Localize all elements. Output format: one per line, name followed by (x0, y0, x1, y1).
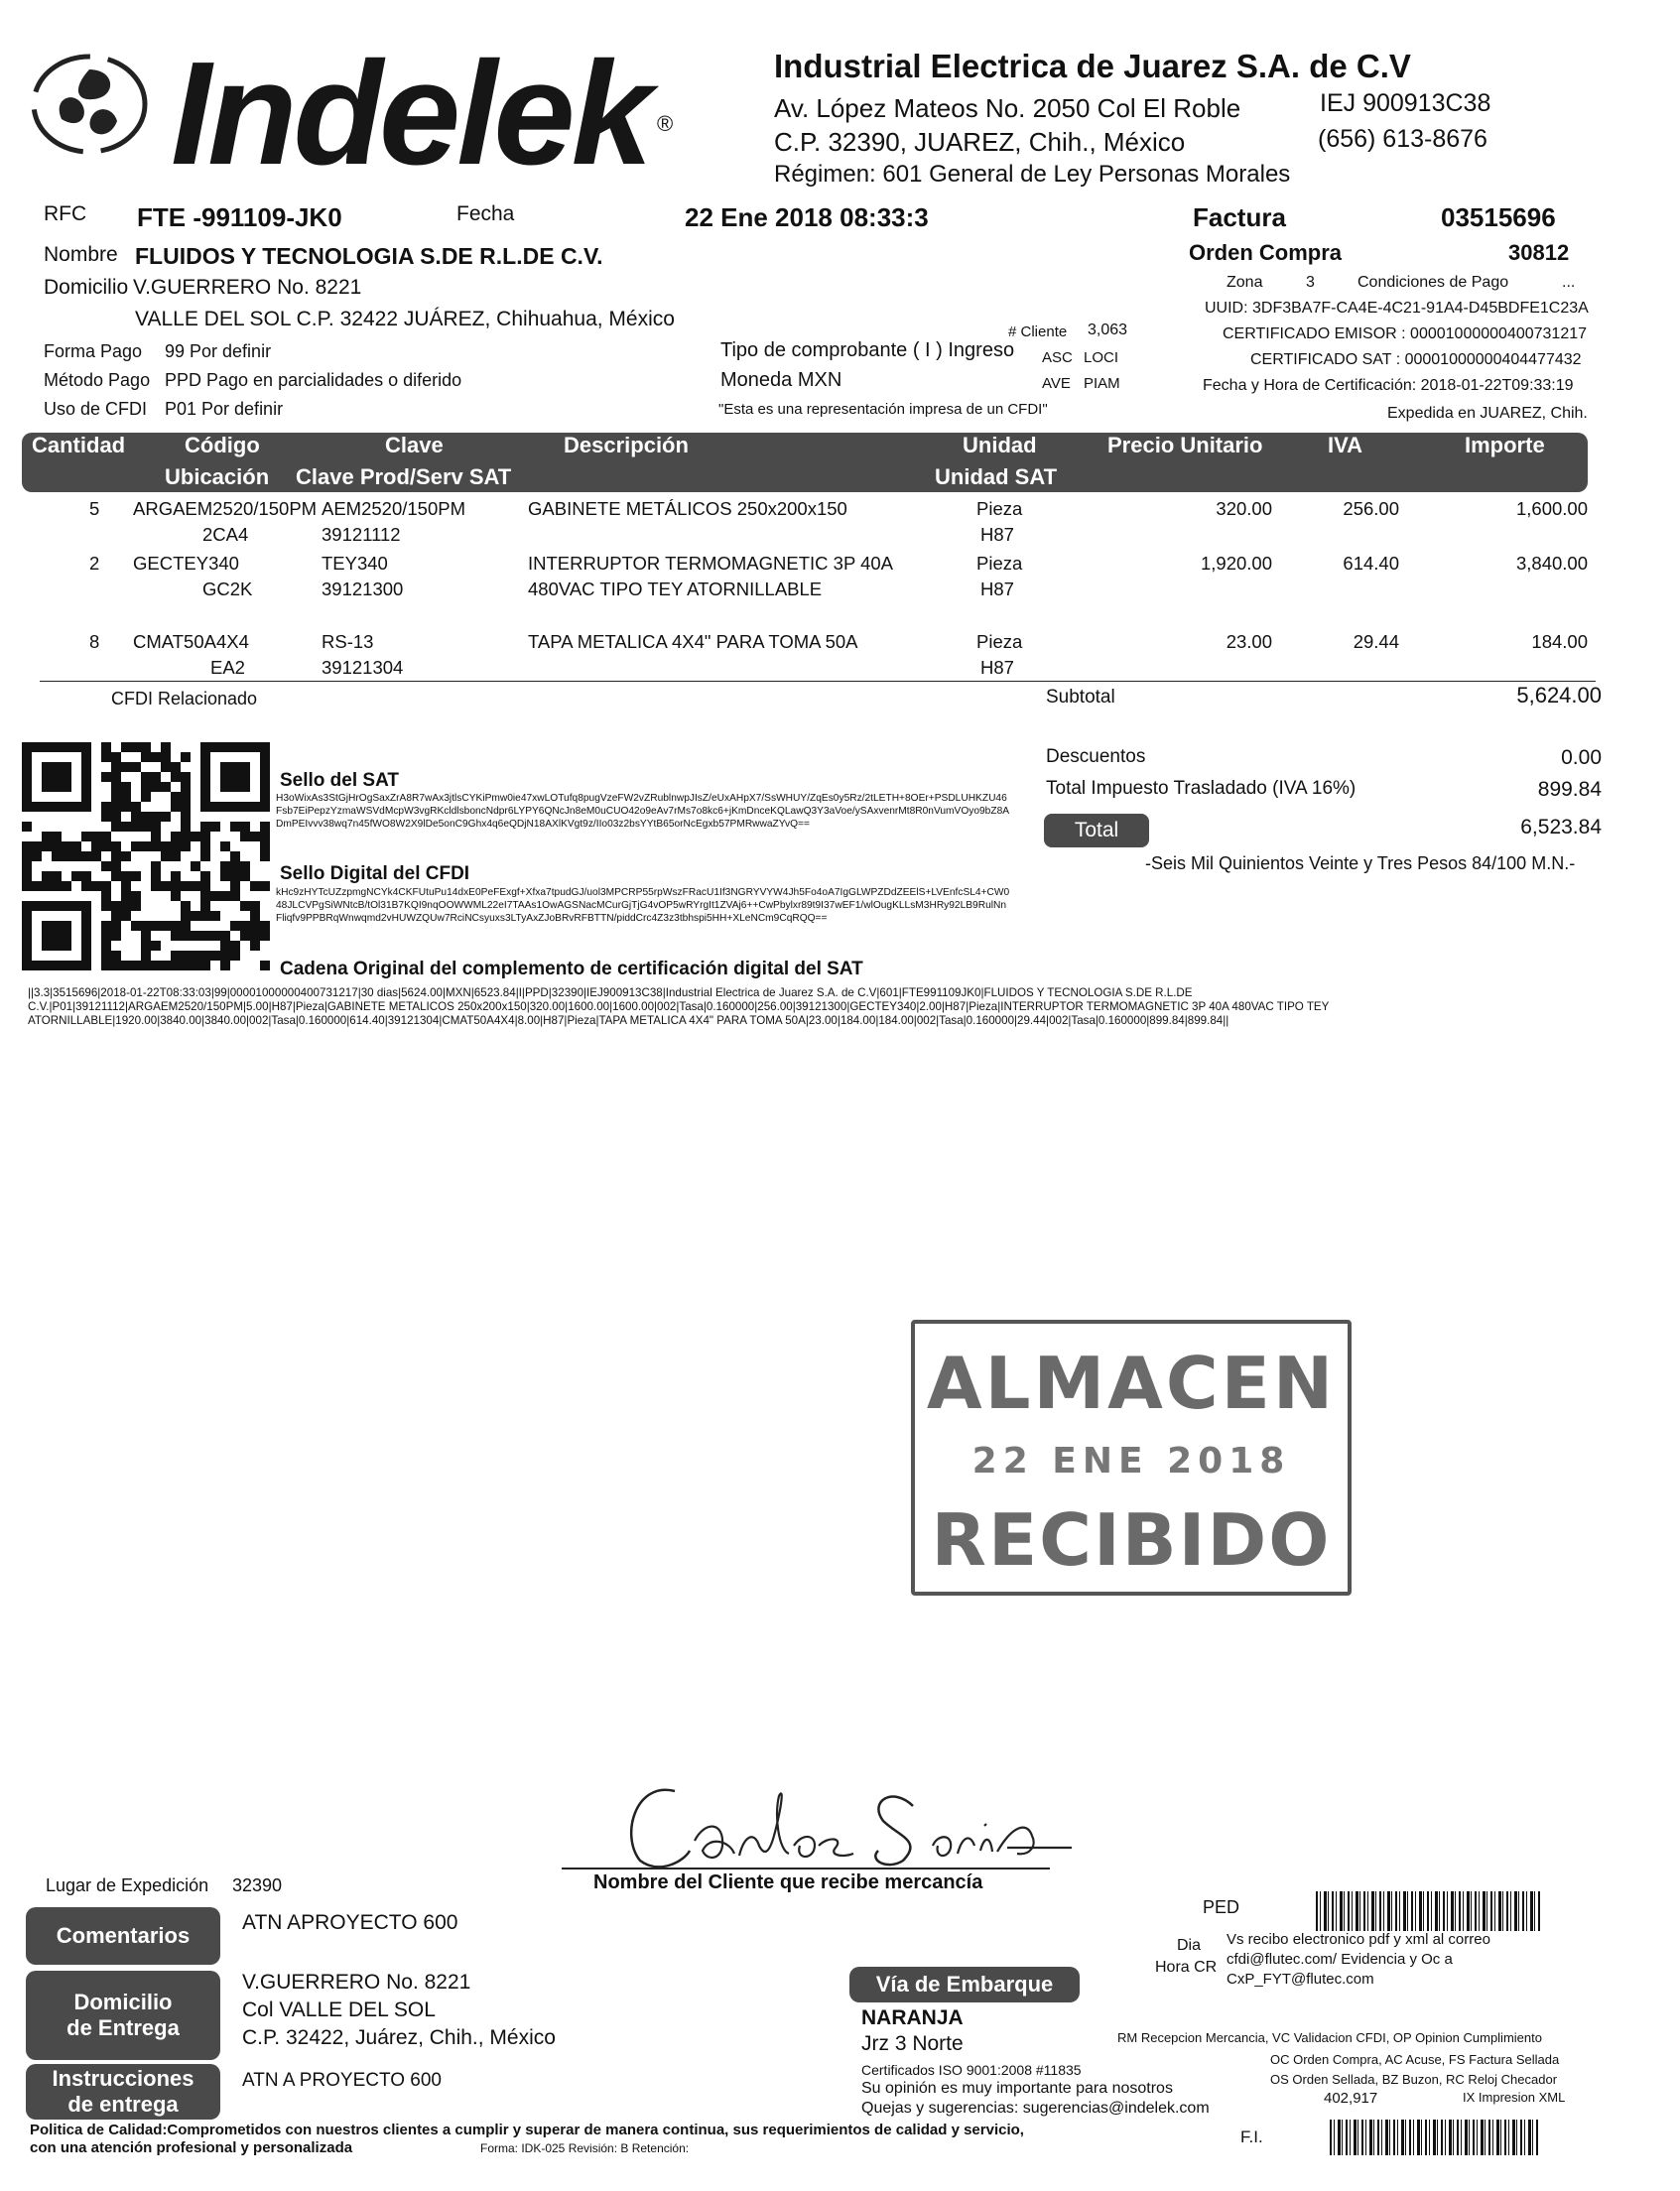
row3-descripcion: TAPA METALICA 4X4" PARA TOMA 50A (528, 631, 858, 652)
via-embarque-value: NARANJA (861, 2006, 964, 2029)
col-precio: Precio Unitario (1107, 433, 1263, 457)
domicilio-entrega-label-line1: Domicilio (73, 1990, 173, 2014)
via-embarque-city: Jrz 3 Norte (861, 2032, 964, 2055)
recibo-line1: Vs recibo electronico pdf y xml al correo (1227, 1931, 1490, 1948)
row2-descripcion-2: 480VAC TIPO TEY ATORNILLABLE (528, 579, 823, 599)
rfc-label: RFC (44, 202, 87, 225)
row2-clave-sat: 39121300 (322, 579, 404, 599)
tipo-comprobante: Tipo de comprobante ( I ) Ingreso (720, 339, 1015, 361)
condiciones-value: ... (1562, 274, 1576, 291)
row3-iva: 29.44 (1353, 631, 1399, 652)
subtotal-value: 5,624.00 (1516, 683, 1602, 708)
row1-precio: 320.00 (1216, 498, 1272, 519)
fan-logo-icon (22, 40, 161, 169)
condiciones-label: Condiciones de Pago (1357, 274, 1509, 291)
cliente-value: 3,063 (1088, 322, 1128, 338)
certificado-emisor: CERTIFICADO EMISOR : 00001000000400731217 (1223, 325, 1588, 342)
instrucciones-value: ATN A PROYECTO 600 (242, 2070, 442, 2091)
moneda: Moneda MXN (720, 369, 842, 391)
domicilio-value: V.GUERRERO No. 8221 (133, 276, 362, 299)
impuesto-value: 899.84 (1537, 778, 1602, 801)
asc-value: LOCI (1084, 349, 1119, 366)
col-ubicacion: Ubicación (165, 464, 270, 489)
row1-descripcion: GABINETE METÁLICOS 250x200x150 (528, 498, 847, 519)
sello-sat-label: Sello del SAT (280, 770, 400, 791)
table-header (22, 433, 1588, 492)
row2-unidad-sat: H87 (980, 579, 1014, 599)
lugar-expedicion-value: 32390 (232, 1875, 283, 1895)
company-rfc: IEJ 900913C38 (1320, 89, 1491, 117)
domicilio-line-2: VALLE DEL SOL C.P. 32422 JUÁREZ, Chihuahua, México (135, 308, 675, 330)
descuentos-label: Descuentos (1046, 746, 1146, 767)
row2-iva: 614.40 (1343, 553, 1399, 574)
factura-number: 03515696 (1441, 202, 1556, 232)
rm-number: 402,917 (1324, 2090, 1378, 2107)
metodo-pago-label: Método Pago (44, 370, 151, 390)
row2-precio: 1,920.00 (1200, 553, 1272, 574)
cliente-label: # Cliente (1008, 323, 1068, 340)
fi-label: F.I. (1240, 2127, 1263, 2146)
forma-revision: Forma: IDK-025 Revisión: B Retención: (480, 2141, 690, 2155)
rm-legend-3: OS Orden Sellada, BZ Buzon, RC Reloj Checador (1270, 2072, 1558, 2087)
company-logo (22, 32, 697, 195)
row3-codigo: CMAT50A4X4 (133, 631, 249, 652)
row2-ubicacion: GC2K (202, 579, 253, 599)
forma-pago-value: 99 Por definir (165, 341, 272, 361)
comentarios-value: ATN APROYECTO 600 (242, 1911, 458, 1934)
row1-clave: AEM2520/150PM (322, 498, 466, 519)
col-cantidad: Cantidad (32, 433, 126, 457)
sello-sat-value: H3oWixAs3StGjHrOgSaxZrA8R7wAx3jtlsCYKiPmw0ie47xwLOTufq8pugVzeFW2vZRublnwpJIsZ/eUxAHpX7/SsWHUY/ZqEs0y5Rz/2tLETH+8OEr+PSDLUHKZU46Fsb7EiPepzYzmaWSVdMcpW3vgRKcldlsboncNdpr6LYPY6QNcJn8eM0uCUO42o9eAv7rMs7o8kc6+jKmDnceKQLawQ3Y3aVoe/ySAxvenrMt8R0nVumVOyo9bZ8ADmPEIvvv38wq7n45fWO8W2X9lDe5onC9Ghx4q6eQDjN18AXlKVgt9z/IIo03z2bsYYtB65orNcEgxb57PMRwwaZYvQ== (276, 793, 1010, 830)
domicilio-entrega-line2: Col VALLE DEL SOL (242, 1998, 436, 2021)
col-clave: Clave (385, 433, 444, 457)
rm-legend-1: RM Recepcion Mercancia, VC Validacion CFDI, OP Opinion Cumplimiento (1117, 2030, 1542, 2045)
dia-label: Dia (1177, 1937, 1202, 1954)
row1-codigo: ARGAEM2520/150PM (133, 498, 318, 519)
stamp-almacen: ALMACEN (926, 1342, 1337, 1425)
instrucciones-label-line2: de entrega (67, 2092, 179, 2117)
row1-iva: 256.00 (1343, 498, 1399, 519)
comentarios-label: Comentarios (26, 1907, 220, 1965)
company-address-1: Av. López Mateos No. 2050 Col El Roble (774, 93, 1241, 123)
orden-compra-label: Orden Compra (1189, 240, 1343, 265)
sello-cfdi-value: kHc9zHYTcUZzpmgNCYk4CKFUtuPu14dxE0PeFExgf+Xfxa7tpudGJ/uol3MPCRP55rpWszFRacU1If3NGRYVYW4Jh5Fo4oA7IgGLWPZDdZEElS+LVEnfcSL4+CW048JLCVPgSiWNtcB/tOl31B7KQI9nqOOWWML22eI7TAAs1OwAGSNacMCurGjTjG4vOP5wRYrgIt1ZVAj6++CwPbylxr89t9I37wEF1/wlOugKLLsM3HRy92LB9RulNnFliqfv9PPBRqWnwqmd2vHUWZQUw7RciNCsyuxs3LTyAxZJoBRvRFBTTN/piddCrc4Z3z3tbhspi5HH+XLeNCm9CqRQQ== (276, 887, 1010, 924)
company-name: Industrial Electrica de Juarez S.A. de C.V (774, 48, 1411, 84)
sello-cfdi-label: Sello Digital del CFDI (280, 863, 470, 884)
company-phone: (656) 613-8676 (1318, 125, 1487, 153)
total-en-letra: -Seis Mil Quinientos Veinte y Tres Pesos 84/100 M.N.- (1145, 853, 1576, 873)
logo-wordmark: Indelek (171, 32, 649, 195)
metodo-pago-value: PPD Pago en parcialidades o diferido (165, 370, 462, 390)
forma-pago-label: Forma Pago (44, 341, 143, 361)
uso-cfdi-value: P01 Por definir (165, 399, 284, 419)
signature-image (615, 1766, 1082, 1875)
stamp-date: 22 ENE 2018 (971, 1441, 1291, 1482)
row3-importe: 184.00 (1531, 631, 1588, 652)
col-iva: IVA (1328, 433, 1363, 457)
quejas-text: Quejas y sugerencias: sugerencias@indelek.com (861, 2100, 1210, 2117)
row3-clave-sat: 39121304 (322, 657, 404, 678)
row2-importe: 3,840.00 (1515, 553, 1588, 574)
opinion-text: Su opinión es muy importante para nosotros (861, 2080, 1173, 2097)
uuid: UUID: 3DF3BA7F-CA4E-4C21-91A4-D45BDFE1C23A (1205, 300, 1589, 317)
fecha-value: 22 Ene 2018 08:33:3 (685, 202, 929, 232)
ped-label: PED (1203, 1897, 1240, 1917)
cfdi-relacionado: CFDI Relacionado (111, 689, 258, 709)
fecha-certificacion: Fecha y Hora de Certificación: 2018-01-22T09:33:19 (1203, 377, 1574, 394)
nombre-value: FLUIDOS Y TECNOLOGIA S.DE R.L.DE C.V. (135, 243, 603, 269)
instrucciones-label-line1: Instrucciones (52, 2066, 194, 2091)
total-label: Total (1044, 814, 1149, 847)
subtotal-label: Subtotal (1046, 687, 1115, 708)
col-descripcion: Descripción (564, 433, 689, 457)
company-address-2: C.P. 32390, JUAREZ, Chih., México (774, 127, 1186, 157)
iso-certificado: Certificados ISO 9001:2008 #11835 (861, 2062, 1082, 2078)
barcode-top-icon (1316, 1891, 1540, 1931)
politica-calidad-2: con una atención profesional y personalizada (30, 2139, 353, 2156)
barcode-bottom-icon (1330, 2120, 1540, 2155)
row1-unidad: Pieza (976, 498, 1023, 519)
ave-label: AVE (1042, 375, 1071, 392)
nombre-label: Nombre (44, 243, 118, 266)
domicilio-entrega-line1: V.GUERRERO No. 8221 (242, 1971, 471, 1994)
row3-unidad-sat: H87 (980, 657, 1014, 678)
instrucciones-entrega-label (26, 2064, 220, 2120)
via-embarque-label: Vía de Embarque (849, 1967, 1080, 2002)
total-value: 6,523.84 (1520, 816, 1602, 838)
row1-clave-sat: 39121112 (322, 524, 401, 545)
rfc-value: FTE -991109-JK0 (137, 202, 342, 232)
row1-cantidad: 5 (89, 498, 100, 519)
almacen-recibido-stamp (911, 1320, 1352, 1596)
domicilio-entrega-label (26, 1971, 220, 2060)
ix-impresion: IX Impresion XML (1463, 2090, 1566, 2105)
row1-unidad-sat: H87 (980, 524, 1014, 545)
domicilio-entrega-label-line2: de Entrega (66, 2015, 180, 2040)
factura-label: Factura (1193, 202, 1286, 232)
table-divider (40, 681, 1596, 682)
orden-compra-value: 30812 (1508, 240, 1570, 265)
row2-clave: TEY340 (322, 553, 388, 574)
row3-ubicacion: EA2 (210, 657, 245, 678)
representacion-impresa: "Esta es una representación impresa de un CFDI" (718, 401, 1048, 418)
uso-cfdi-label: Uso de CFDI (44, 399, 148, 419)
stamp-recibido: RECIBIDO (931, 1498, 1332, 1582)
col-clave-prod: Clave Prod/Serv SAT (296, 464, 512, 489)
rm-legend-2: OC Orden Compra, AC Acuse, FS Factura Sellada (1270, 2052, 1560, 2067)
domicilio-entrega-line3: C.P. 32422, Juárez, Chih., México (242, 2026, 556, 2049)
row2-cantidad: 2 (89, 553, 100, 574)
row1-importe: 1,600.00 (1515, 498, 1588, 519)
col-unidad: Unidad (963, 433, 1037, 457)
signature-line (562, 1868, 1050, 1869)
company-regimen: Régimen: 601 General de Ley Personas Morales (774, 161, 1291, 188)
registered-mark: ® (657, 111, 674, 136)
hora-cr-label: Hora CR (1155, 1959, 1218, 1976)
row1-ubicacion: 2CA4 (202, 524, 249, 545)
recibo-line3: CxP_FYT@flutec.com (1227, 1971, 1374, 1988)
col-importe: Importe (1465, 433, 1545, 457)
recibo-line2: cfdi@flutec.com/ Evidencia y Oc a (1227, 1951, 1453, 1968)
lugar-expedicion-label: Lugar de Expedición (46, 1875, 209, 1895)
col-unidad-sat: Unidad SAT (935, 464, 1058, 489)
cadena-original-value: ||3.3|3515696|2018-01-22T08:33:03|99|00001000000400731217|30 dias|5624.00|MXN|6523.84|I|PPD|32390|IEJ900913C38|Industrial Electrica de Juarez S.A. de C.V|601|FTE991109JK0|FLUIDOS Y TECNOLOGIA S.DE R.L.DE C.V.|P01|39121112|ARGAEM2520/150PM|5.00|H87|Pieza|GABINETE METALICOS 250x200x150|320.00|1600.00|1600.00|002|Tasa|0.160000|256.00|39121300|GECTEY340|2.00|H87|Pieza|INTERRUPTOR TERMOMAGNETIC 3P 40A 480VAC TIPO TEY ATORNILLABLE|1920.00|3840.00|3840.00|002|Tasa|0.160000|614.40|39121304|CMAT50A4X4|8.00|H87|Pieza|TAPA METALICA 4X4" PARA TOMA 50A|23.00|184.00|184.00|002|Tasa|0.160000|29.44|002|Tasa|0.160000|899.84|899.84|| (28, 986, 1330, 1027)
row3-precio: 23.00 (1226, 631, 1272, 652)
row2-codigo: GECTEY340 (133, 553, 239, 574)
expedida-en: Expedida en JUAREZ, Chih. (1387, 405, 1588, 422)
qr-code-icon (22, 742, 270, 970)
domicilio-label: Domicilio (44, 276, 129, 299)
row2-unidad: Pieza (976, 553, 1023, 574)
politica-calidad-1: Politica de Calidad:Comprometidos con nuestros clientes a cumplir y superar de manera continua, sus requerimientos de calidad y servicio, (30, 2122, 1024, 2138)
col-codigo: Código (185, 433, 260, 457)
asc-label: ASC (1042, 349, 1073, 366)
row3-unidad: Pieza (976, 631, 1023, 652)
zona-value: 3 (1306, 274, 1315, 291)
row3-clave: RS-13 (322, 631, 374, 652)
signature-caption: Nombre del Cliente que recibe mercancía (593, 1871, 983, 1893)
zona-label: Zona (1227, 274, 1263, 291)
impuesto-label: Total Impuesto Trasladado (IVA 16%) (1046, 778, 1357, 799)
row2-descripcion: INTERRUPTOR TERMOMAGNETIC 3P 40A (528, 553, 894, 574)
certificado-sat: CERTIFICADO SAT : 00001000000404477432 (1250, 351, 1582, 368)
fecha-label: Fecha (456, 202, 515, 225)
ave-value: PIAM (1084, 375, 1120, 392)
cadena-original-label: Cadena Original del complemento de certificación digital del SAT (280, 959, 863, 979)
row3-cantidad: 8 (89, 631, 100, 652)
descuentos-value: 0.00 (1561, 746, 1602, 769)
